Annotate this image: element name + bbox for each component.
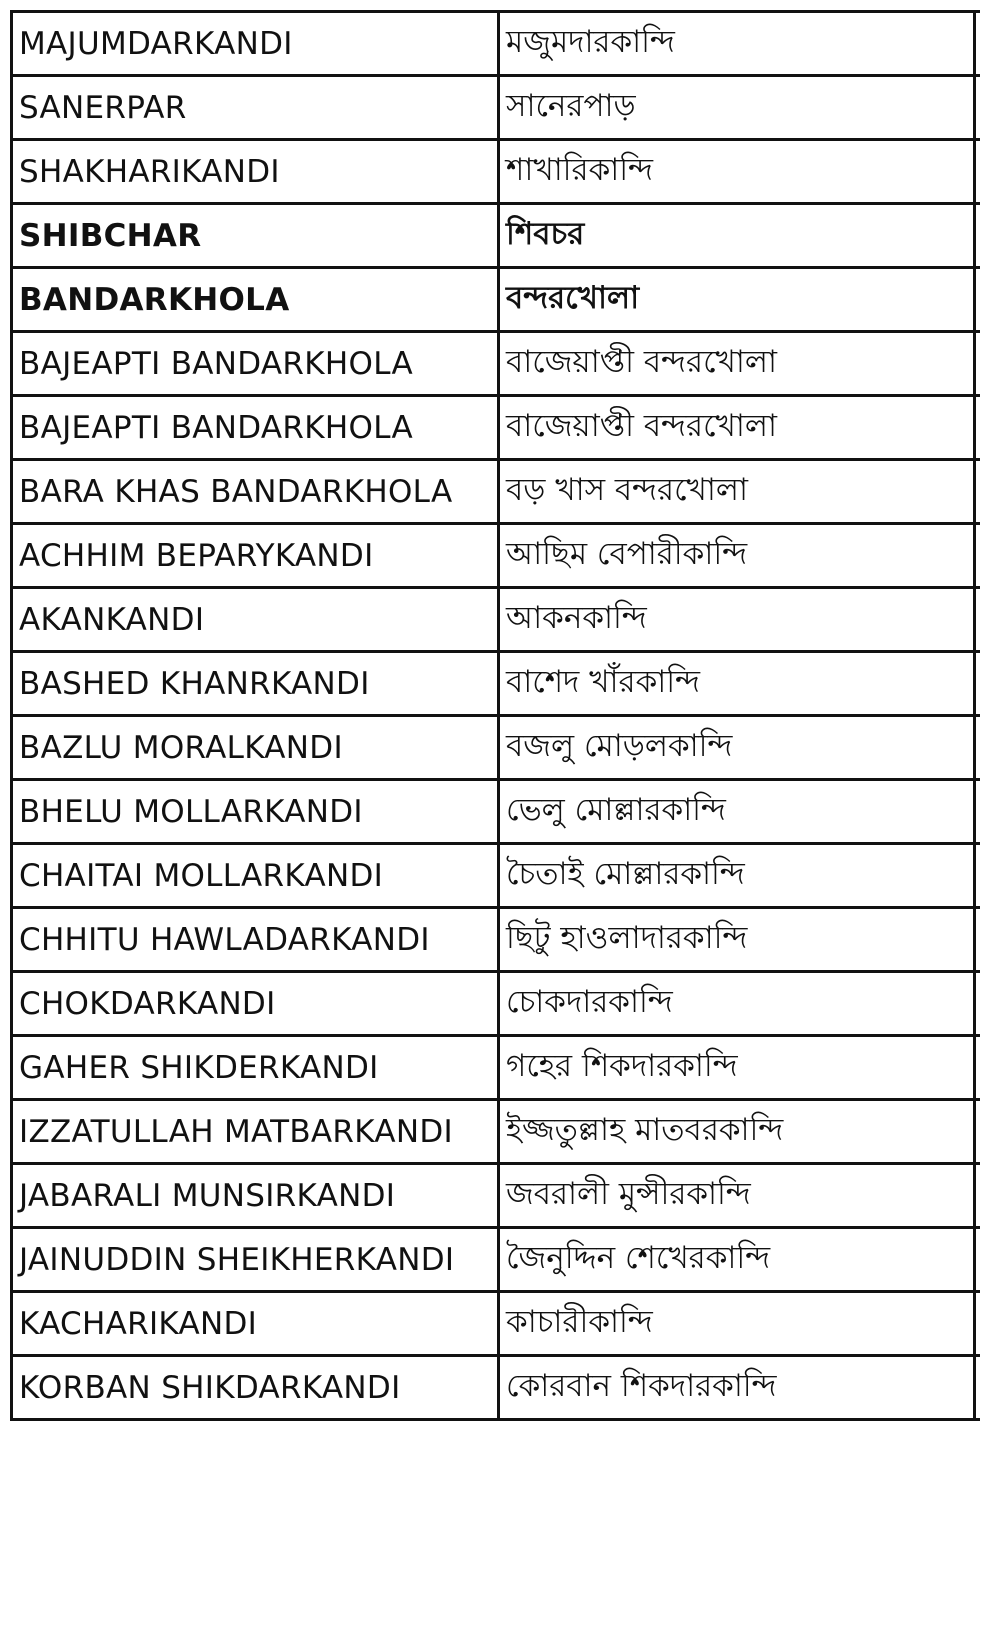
table-row bbox=[12, 140, 980, 204]
bengali-name-cell: শিবচর bbox=[499, 204, 975, 268]
table-row bbox=[12, 780, 980, 844]
english-name-cell: SHAKHARIKANDI bbox=[12, 140, 499, 204]
extra-column-cell bbox=[975, 1356, 980, 1420]
bengali-name-cell: শাখারিকান্দি bbox=[499, 140, 975, 204]
table-row bbox=[12, 1292, 980, 1356]
table-row bbox=[12, 460, 980, 524]
table-row bbox=[12, 12, 980, 76]
bengali-name-cell: জৈনুদ্দিন শেখেরকান্দি bbox=[499, 1228, 975, 1292]
extra-column-cell bbox=[975, 908, 980, 972]
table-row bbox=[12, 844, 980, 908]
english-name-cell: BARA KHAS BANDARKHOLA bbox=[12, 460, 499, 524]
english-name-cell: SANERPAR bbox=[12, 76, 499, 140]
bengali-name-cell: ইজ্জতুল্লাহ মাতবরকান্দি bbox=[499, 1100, 975, 1164]
table-row bbox=[12, 588, 980, 652]
extra-column-cell bbox=[975, 460, 980, 524]
place-names-table-body bbox=[12, 12, 980, 1420]
english-name-cell: GAHER SHIKDERKANDI bbox=[12, 1036, 499, 1100]
extra-column-cell bbox=[975, 716, 980, 780]
bengali-name-cell: চোকদারকান্দি bbox=[499, 972, 975, 1036]
english-name-cell: SHIBCHAR bbox=[12, 204, 499, 268]
bengali-name-cell: বাজেয়াপ্তী বন্দরখোলা bbox=[499, 332, 975, 396]
bengali-name-cell: বাশেদ খাঁরকান্দি bbox=[499, 652, 975, 716]
place-names-table bbox=[10, 10, 980, 1421]
extra-column-cell bbox=[975, 1036, 980, 1100]
bengali-name-cell: আকনকান্দি bbox=[499, 588, 975, 652]
english-name-cell: KACHARIKANDI bbox=[12, 1292, 499, 1356]
english-name-cell: ACHHIM BEPARYKANDI bbox=[12, 524, 499, 588]
extra-column-cell bbox=[975, 76, 980, 140]
table-row bbox=[12, 716, 980, 780]
table-row bbox=[12, 1356, 980, 1420]
bengali-name-cell: মজুমদারকান্দি bbox=[499, 12, 975, 76]
bengali-name-cell: বজলু মোড়লকান্দি bbox=[499, 716, 975, 780]
bengali-name-cell: ছিটু হাওলাদারকান্দি bbox=[499, 908, 975, 972]
english-name-cell: BAJEAPTI BANDARKHOLA bbox=[12, 396, 499, 460]
table-row bbox=[12, 396, 980, 460]
extra-column-cell bbox=[975, 140, 980, 204]
table-row bbox=[12, 1036, 980, 1100]
bengali-name-cell: চৈতাই মোল্লারকান্দি bbox=[499, 844, 975, 908]
extra-column-cell bbox=[975, 844, 980, 908]
table-row bbox=[12, 1228, 980, 1292]
extra-column-cell bbox=[975, 1164, 980, 1228]
table-row bbox=[12, 204, 980, 268]
bengali-name-cell: বাজেয়াপ্তী বন্দরখোলা bbox=[499, 396, 975, 460]
bengali-name-cell: জবরালী মুন্সীরকান্দি bbox=[499, 1164, 975, 1228]
english-name-cell: CHHITU HAWLADARKANDI bbox=[12, 908, 499, 972]
english-name-cell: BAJEAPTI BANDARKHOLA bbox=[12, 332, 499, 396]
table-row bbox=[12, 1100, 980, 1164]
bengali-name-cell: গহের শিকদারকান্দি bbox=[499, 1036, 975, 1100]
extra-column-cell bbox=[975, 204, 980, 268]
bengali-name-cell: বড় খাস বন্দরখোলা bbox=[499, 460, 975, 524]
table-row bbox=[12, 524, 980, 588]
bengali-name-cell: কাচারীকান্দি bbox=[499, 1292, 975, 1356]
table-row bbox=[12, 332, 980, 396]
extra-column-cell bbox=[975, 652, 980, 716]
extra-column-cell bbox=[975, 972, 980, 1036]
extra-column-cell bbox=[975, 1228, 980, 1292]
table-row bbox=[12, 1164, 980, 1228]
extra-column-cell bbox=[975, 524, 980, 588]
table-row bbox=[12, 908, 980, 972]
english-name-cell: JAINUDDIN SHEIKHERKANDI bbox=[12, 1228, 499, 1292]
english-name-cell: BAZLU MORALKANDI bbox=[12, 716, 499, 780]
english-name-cell: CHAITAI MOLLARKANDI bbox=[12, 844, 499, 908]
table-row bbox=[12, 652, 980, 716]
extra-column-cell bbox=[975, 268, 980, 332]
table-row bbox=[12, 972, 980, 1036]
english-name-cell: BANDARKHOLA bbox=[12, 268, 499, 332]
english-name-cell: IZZATULLAH MATBARKANDI bbox=[12, 1100, 499, 1164]
english-name-cell: KORBAN SHIKDARKANDI bbox=[12, 1356, 499, 1420]
bengali-name-cell: সানেরপাড় bbox=[499, 76, 975, 140]
english-name-cell: JABARALI MUNSIRKANDI bbox=[12, 1164, 499, 1228]
english-name-cell: BASHED KHANRKANDI bbox=[12, 652, 499, 716]
extra-column-cell bbox=[975, 780, 980, 844]
english-name-cell: CHOKDARKANDI bbox=[12, 972, 499, 1036]
english-name-cell: AKANKANDI bbox=[12, 588, 499, 652]
extra-column-cell bbox=[975, 588, 980, 652]
extra-column-cell bbox=[975, 332, 980, 396]
bengali-name-cell: ভেলু মোল্লারকান্দি bbox=[499, 780, 975, 844]
extra-column-cell bbox=[975, 1100, 980, 1164]
bengali-name-cell: আছিম বেপারীকান্দি bbox=[499, 524, 975, 588]
bengali-name-cell: কোরবান শিকদারকান্দি bbox=[499, 1356, 975, 1420]
english-name-cell: MAJUMDARKANDI bbox=[12, 12, 499, 76]
extra-column-cell bbox=[975, 12, 980, 76]
table-row bbox=[12, 76, 980, 140]
extra-column-cell bbox=[975, 396, 980, 460]
extra-column-cell bbox=[975, 1292, 980, 1356]
english-name-cell: BHELU MOLLARKANDI bbox=[12, 780, 499, 844]
bengali-name-cell: বন্দরখোলা bbox=[499, 268, 975, 332]
table-row bbox=[12, 268, 980, 332]
